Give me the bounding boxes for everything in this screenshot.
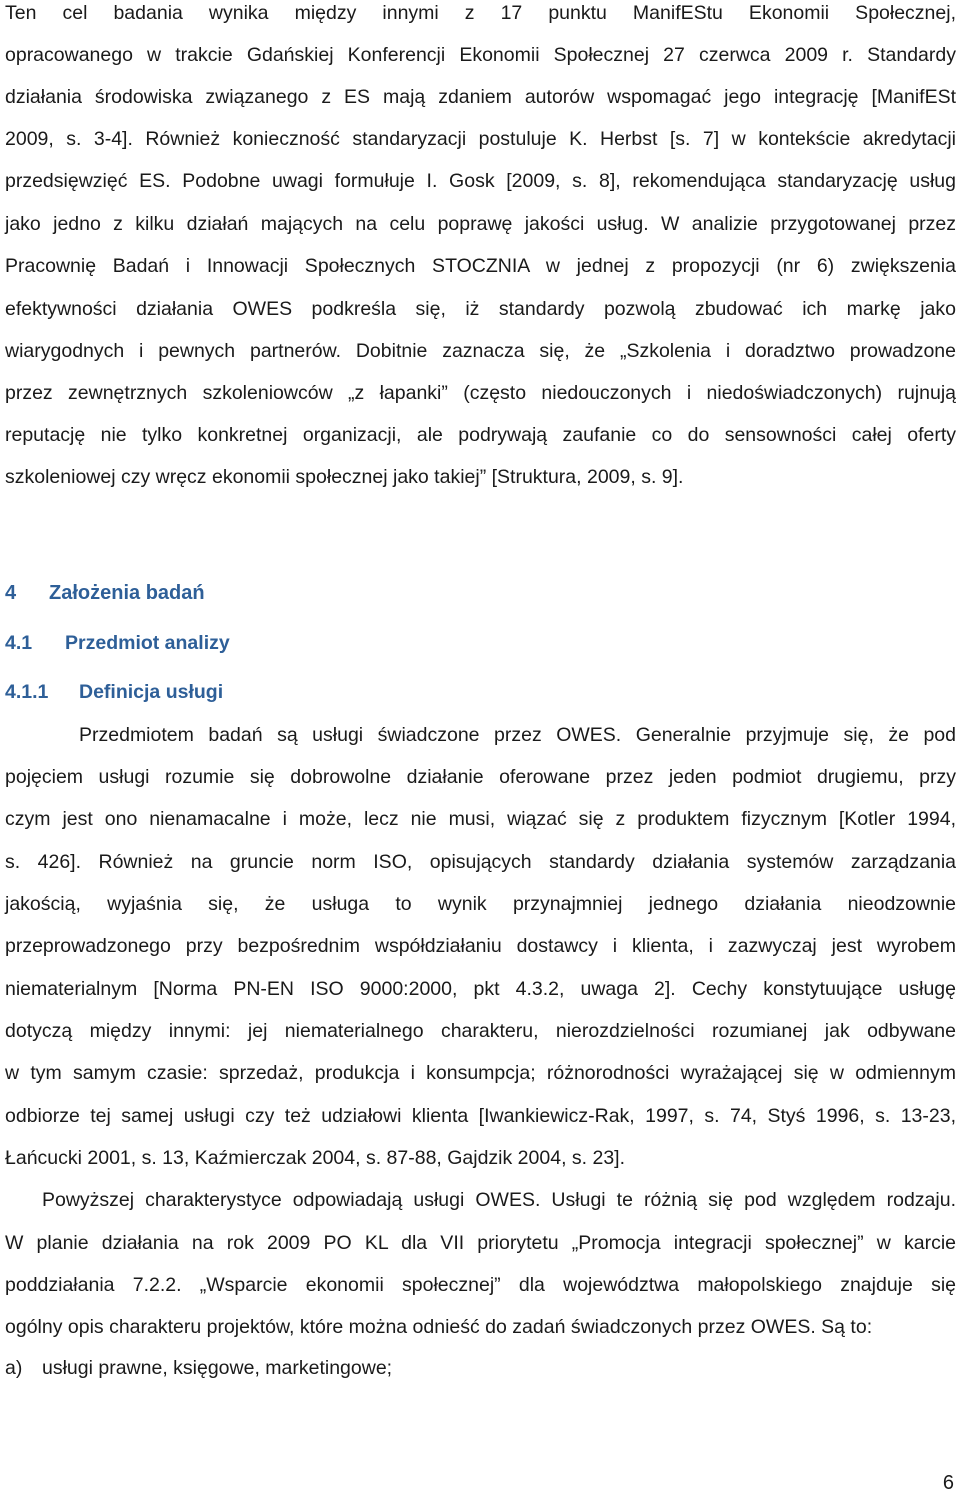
text-line: przez zewnętrznych szkoleniowców „z łapanki” (często niedouczonych i niedoświadczonych) rujnują (5, 382, 956, 404)
text-line: opracowanego w trakcie Gdańskiej Konferencji Ekonomii Społecznej 27 czerwca 2009 r. Standardy (5, 44, 956, 66)
section-title: Założenia badań (49, 582, 205, 604)
text-line: Łańcucki 2001, s. 13, Kaźmierczak 2004, s. 87-88, Gajdzik 2004, s. 23]. (5, 1147, 626, 1169)
text-line: dotyczą między innymi: jej niematerialnego charakteru, nierozdzielności rozumianej jak odbywane (5, 1020, 956, 1042)
text-line: działania środowiska związanego z ES mają zdaniem autorów wspomagać jego integrację [ManifESt (5, 86, 956, 108)
text-line: ogólny opis charakteru projektów, które można odnieść do zadań świadczonych przez OWES. Są to: (5, 1316, 873, 1338)
list-marker: a) (5, 1357, 23, 1379)
text-line: niematerialnym [Norma PN-EN ISO 9000:2000, pkt 4.3.2, uwaga 2]. Cechy konstytuujące usługę (5, 978, 956, 1000)
text-line: jakością, wyjaśnia się, że usługa to wynik przynajmniej jednego działania nieodzownie (5, 893, 956, 915)
subsubsection-title: Definicja usługi (79, 681, 224, 703)
subsubsection-number: 4.1.1 (5, 681, 49, 703)
text-line: odbiorze tej samej usługi czy też udziałowi klienta [Iwankiewicz-Rak, 1997, s. 74, Styś 1996, s. 13-23, (5, 1105, 956, 1127)
text-line: s. 426]. Również na gruncie norm ISO, opisujących standardy działania systemów zarządzania (5, 851, 956, 873)
text-line: W planie działania na rok 2009 PO KL dla VII priorytetu „Promocja integracji społecznej” w karcie (5, 1232, 956, 1254)
subsection-title: Przedmiot analizy (65, 632, 230, 654)
list-item-text: usługi prawne, księgowe, marketingowe; (42, 1357, 393, 1379)
text-line: szkoleniowej czy wręcz ekonomii społecznej jako takiej” [Struktura, 2009, s. 9]. (5, 466, 684, 488)
text-line: Powyższej charakterystyce odpowiadają usługi OWES. Usługi te różnią się pod względem rodzaju. (42, 1189, 956, 1211)
text-line: 2009, s. 3-4]. Również konieczność standaryzacji postuluje K. Herbst [s. 7] w kontekście akredytacji (5, 128, 956, 150)
subsubsection-heading (5, 681, 223, 704)
text-line: pojęciem usługi rozumie się dobrowolne działanie oferowane przez jeden podmiot drugiemu, przy (5, 766, 956, 788)
text-line: Ten cel badania wynika między innymi z 17 punktu ManifEStu Ekonomii Społecznej, (5, 2, 956, 24)
text-line: przeprowadzonego przy bezpośrednim współdziałaniu dostawcy i klienta, i zazwyczaj jest wyrobem (5, 935, 956, 957)
subsection-number: 4.1 (5, 632, 33, 654)
section-number: 4 (5, 582, 17, 604)
text-line: czym jest ono nienamacalne i może, lecz nie musi, wiązać się z produktem fizycznym [Kotler 1994, (5, 808, 956, 830)
text-line: w tym samym czasie: sprzedaż, produkcja i konsumpcja; różnorodności wyrażającej się w odmiennym (5, 1062, 956, 1084)
text-line: przedsięwzięć ES. Podobne uwagi formułuje I. Gosk [2009, s. 8], rekomendująca standaryzację usług (5, 170, 956, 192)
text-line: wiarygodnych i pewnych partnerów. Dobitnie zaznacza się, że „Szkolenia i doradztwo prowadzone (5, 340, 956, 362)
text-line: jako jedno z kilku działań mających na celu poprawę jakości usług. W analizie przygotowanej przez (5, 213, 956, 235)
text-line: reputację nie tylko konkretnej organizacji, ale podrywają zaufanie co do sensowności całej oferty (5, 424, 956, 446)
section-heading (5, 582, 205, 605)
text-line: efektywności działania OWES podkreśla się, iż standardy pozwolą zbudować ich markę jako (5, 298, 956, 320)
list-item (5, 1357, 392, 1380)
text-line: poddziałania 7.2.2. „Wsparcie ekonomii społecznej” dla województwa małopolskiego znajduje się (5, 1274, 956, 1296)
text-line: Pracownię Badań i Innowacji Społecznych STOCZNIA w jednej z propozycji (nr 6) zwiększenia (5, 255, 956, 277)
text-line: Przedmiotem badań są usługi świadczone przez OWES. Generalnie przyjmuje się, że pod (79, 724, 956, 746)
subsection-heading (5, 632, 230, 655)
